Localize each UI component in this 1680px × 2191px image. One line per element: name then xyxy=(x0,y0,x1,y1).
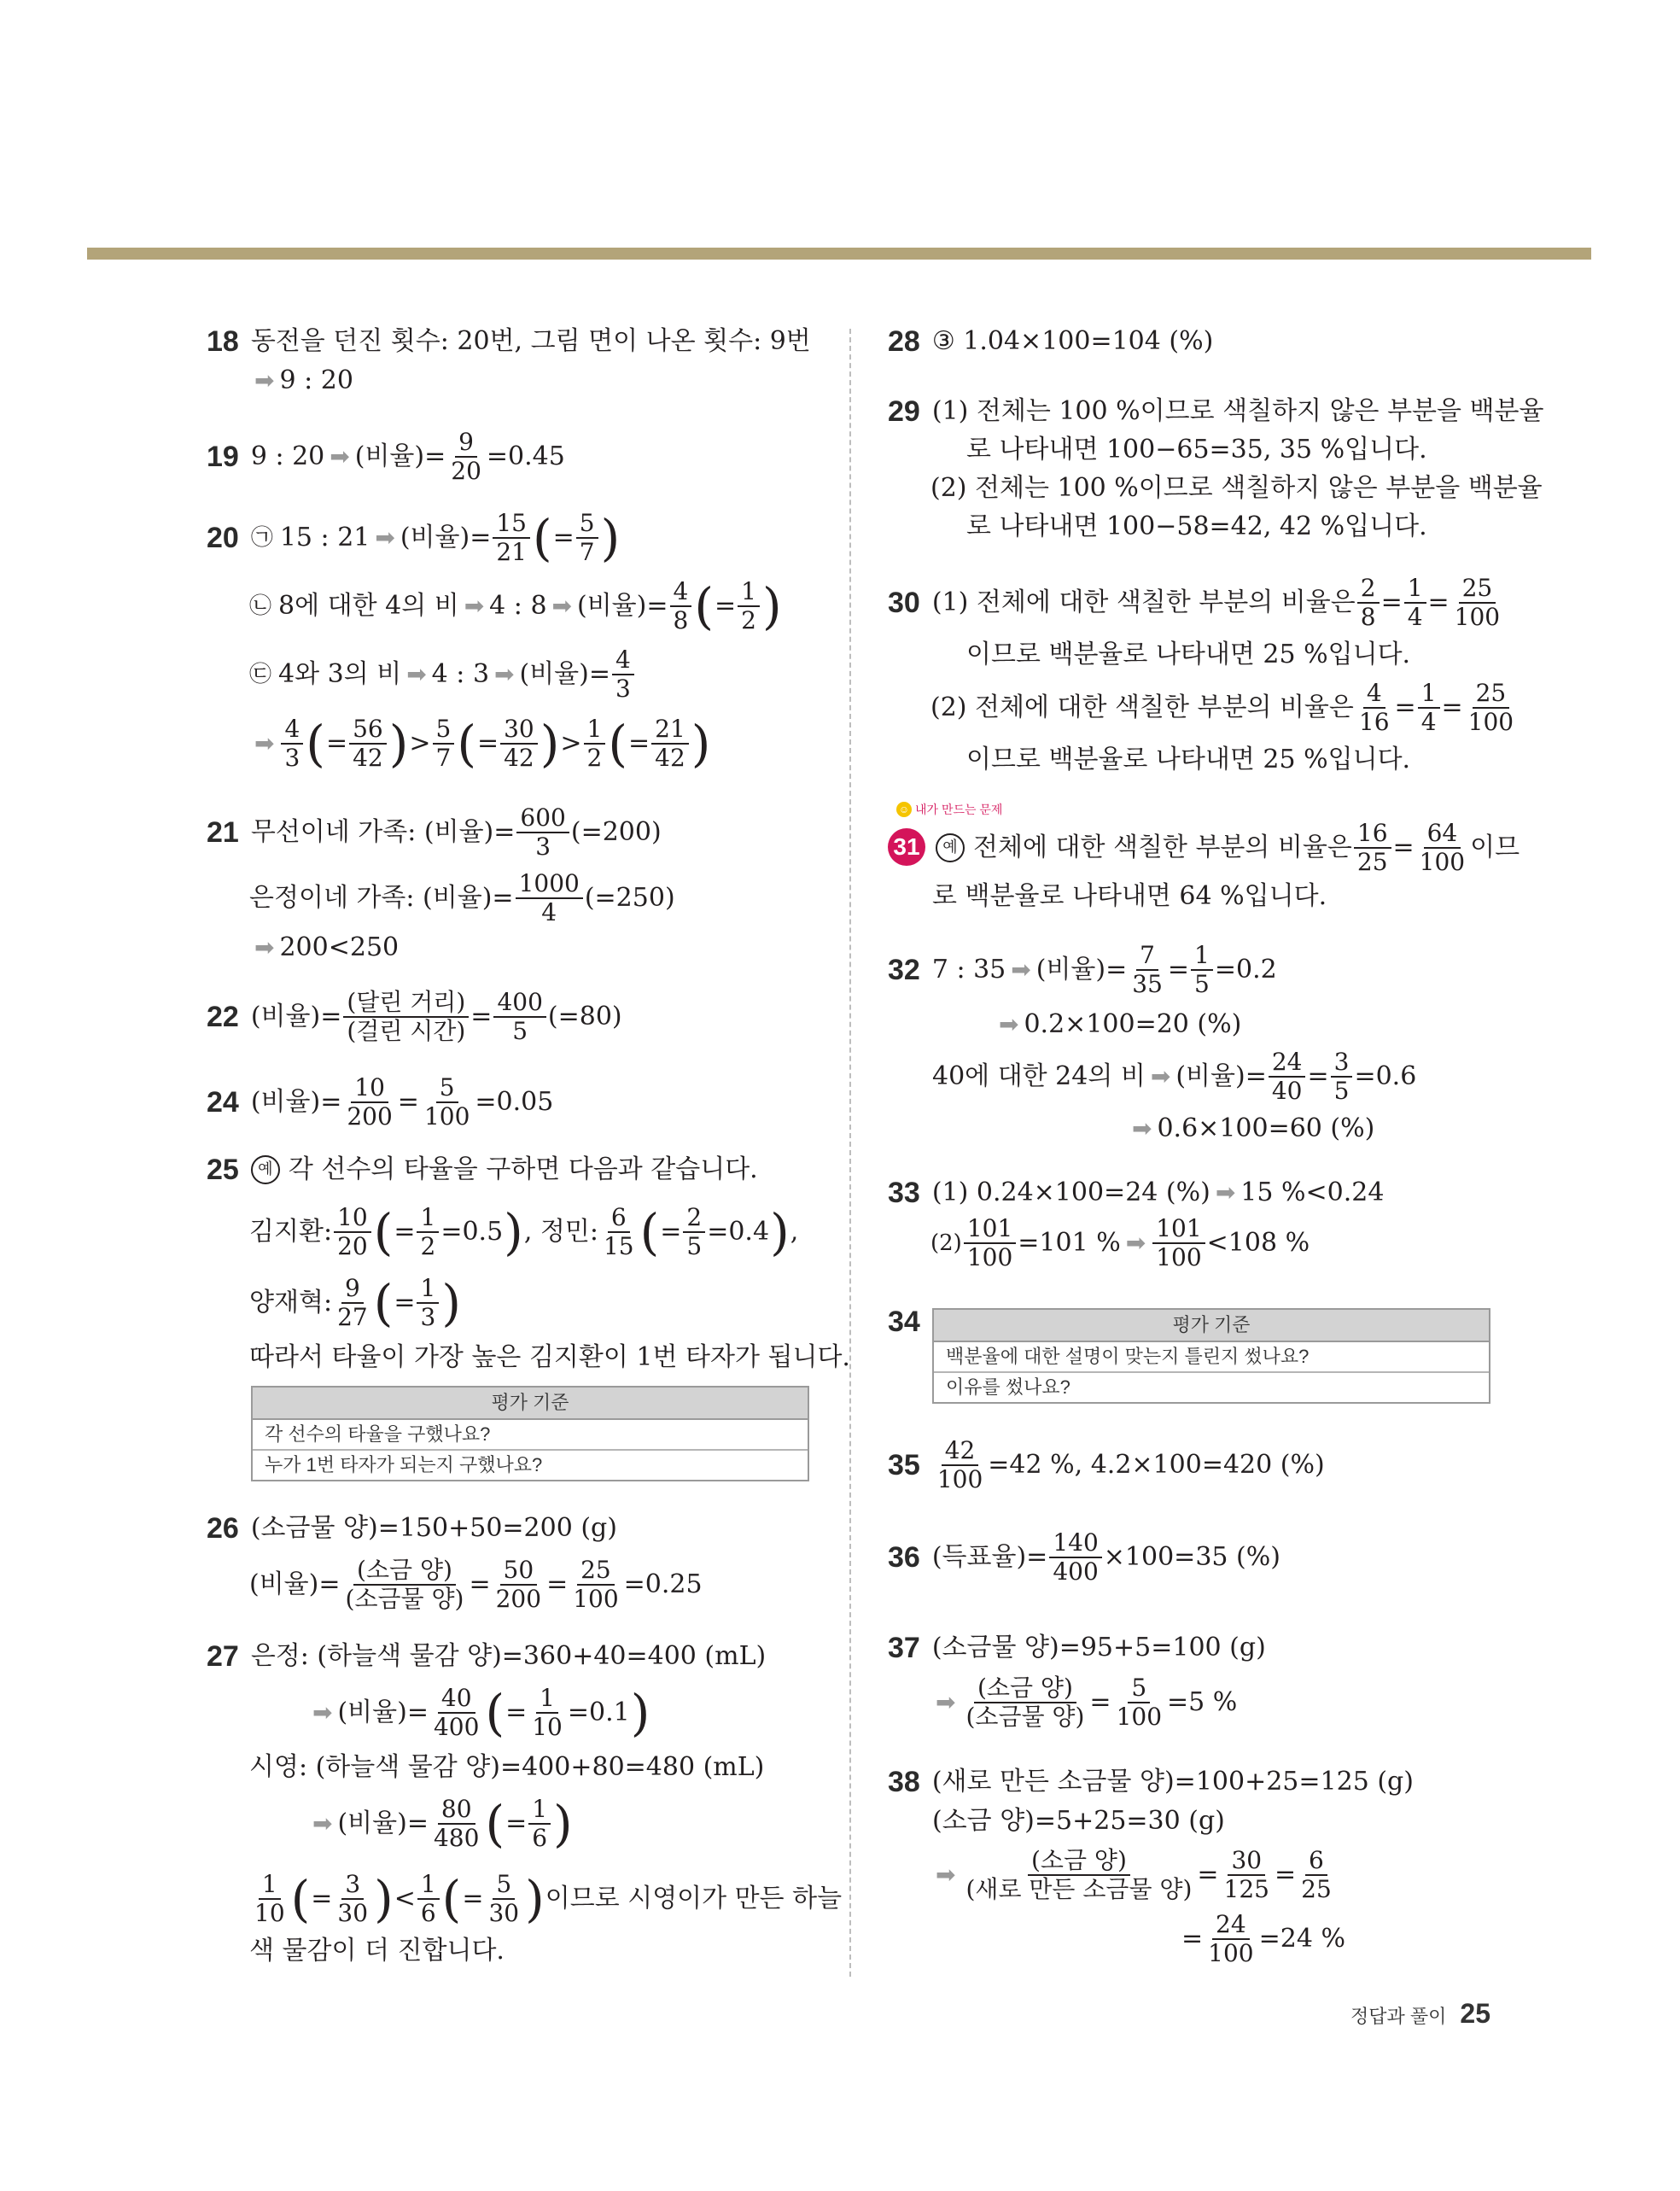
fraction: $\frac{1}{2}$ xyxy=(738,578,760,634)
fraction: $\frac{1000}{4}$ xyxy=(516,870,583,926)
problem-34 xyxy=(888,1305,920,1339)
problem-32-d xyxy=(1127,1112,1374,1146)
problem-33-a xyxy=(888,1176,1384,1210)
answer-text: (비율)= xyxy=(400,523,492,552)
answer-text: 이므로 백분율로 나타내면 25 %입니다. xyxy=(966,745,1411,774)
answer-text: ③ 1.04×100=104 (%) xyxy=(931,326,1214,356)
fraction: $\frac{10}{200}$ xyxy=(347,1073,393,1131)
fraction: $\frac{6}{15}$ xyxy=(603,1203,634,1260)
arrow-icon: ➡ xyxy=(1132,1114,1152,1142)
answer-text: 40에 대한 24의 비 xyxy=(932,1061,1146,1091)
fraction: $\frac{7}{35}$ xyxy=(1132,941,1163,998)
fraction: $\frac{5}{100}$ xyxy=(423,1073,470,1131)
problem-25-yang: 양재혁: $\frac{9}{27}$ ( = $\frac{1}{3}$ ) xyxy=(249,1274,461,1332)
arrow-icon: ➡ xyxy=(1150,1062,1171,1090)
problem-20-compare: ➡ $\frac{4}{3}$ ( = $\frac{56}{42}$ ) > $\frac{5}{7}$ ( = $\frac{30}{42}$ ) > $\frac{1}{2}$ ( = $\frac{21}{42}$ ) xyxy=(254,715,711,773)
answer-text: (소금물 양)=150+50=200 (g) xyxy=(250,1513,617,1543)
problem-number: 19 xyxy=(207,441,239,473)
header-rule xyxy=(87,248,1591,260)
fraction: $\frac{101}{100}$ xyxy=(1152,1215,1205,1271)
column-divider xyxy=(849,329,851,1977)
problem-29-a xyxy=(888,394,1543,429)
problem-number: 37 xyxy=(888,1632,920,1664)
arrow-icon: ➡ xyxy=(464,592,485,620)
problem-38-a xyxy=(888,1765,1414,1799)
arrow-icon: ➡ xyxy=(312,1809,333,1838)
answer-text: (1) 전체는 100 %이므로 색칠하지 않은 부분을 백분율 xyxy=(931,396,1544,426)
problem-30-b xyxy=(966,638,1410,672)
fraction: $\frac{50}{200}$ xyxy=(495,1556,542,1613)
answer-text: 각 선수의 타율을 구하면 다음과 같습니다. xyxy=(288,1154,758,1184)
answer-text: =0.4 xyxy=(707,1217,770,1247)
problem-32-b xyxy=(994,1008,1241,1042)
answer-text: (비율)= xyxy=(1035,955,1128,984)
fraction: $\frac{1}{4}$ xyxy=(1418,680,1440,736)
problem-25-conclusion xyxy=(249,1341,850,1375)
item-marker: ㉢ xyxy=(249,662,272,687)
answer-text: 로 백분율로 나타내면 64 %입니다. xyxy=(932,881,1327,911)
fraction: $\frac{1}{10}$ xyxy=(532,1684,563,1741)
answer-text: 7 : 35 xyxy=(931,955,1006,984)
problem-18 xyxy=(207,324,811,359)
fraction: $\frac{64}{100}$ xyxy=(1419,819,1466,876)
fraction: $\frac{101}{100}$ xyxy=(964,1215,1016,1271)
fraction: $\frac{21}{42}$ xyxy=(651,716,689,772)
fraction: $\frac{25}{100}$ xyxy=(573,1556,619,1613)
answer-text: =0.1 xyxy=(567,1697,630,1727)
fraction: $\frac{40}{400}$ xyxy=(433,1684,480,1741)
fraction: $\frac{30}{42}$ xyxy=(500,716,538,772)
problem-38-d: = $\frac{24}{100}$ =24 % xyxy=(1181,1910,1345,1967)
arrow-icon: ➡ xyxy=(936,1861,956,1889)
answer-text: (2) 전체에 대한 색칠한 부분의 비율은 xyxy=(930,692,1354,722)
problem-20-b: ㉡ 8에 대한 4의 비 ➡ 4 : 8 ➡ (비율)= $\frac{4}{8}$ ( = $\frac{1}{2}$ ) xyxy=(249,577,782,635)
table-row: 각 선수의 타율을 구했나요? xyxy=(253,1420,808,1451)
answer-text: (2) 전체는 100 %이므로 색칠하지 않은 부분을 백분율 xyxy=(930,473,1543,503)
fraction: $\frac{1}{6}$ xyxy=(528,1796,551,1852)
problem-29-d xyxy=(966,510,1427,544)
problem-27-e: $\frac{1}{10}$ ( = $\frac{3}{30}$ ) < $\frac{1}{6}$ ( = $\frac{5}{30}$ ) 이므로 시영이가 만든 하늘 xyxy=(249,1868,842,1930)
fraction: $\frac{5}{7}$ xyxy=(433,716,455,772)
arrow-icon: ➡ xyxy=(254,366,275,394)
fraction: $\frac{3}{30}$ xyxy=(337,1870,369,1927)
problem-24: 24 (비율)= $\frac{10}{200}$ = $\frac{5}{100}$ =0.05 xyxy=(207,1073,554,1131)
problem-29-c xyxy=(930,471,1543,505)
answer-text: 동전을 던진 횟수: 20번, 그림 면이 나온 횟수: 9번 xyxy=(250,326,811,356)
answer-text: (득표율)= xyxy=(931,1542,1048,1572)
problem-32-a: 32 7 : 35 ➡ (비율)= $\frac{7}{35}$ = $\frac{1}{5}$ =0.2 xyxy=(888,941,1277,998)
answer-text: 은정이네 가족: (비율)= xyxy=(249,883,514,913)
problem-19 xyxy=(207,427,565,487)
problem-37-a xyxy=(888,1631,1266,1665)
answer-text: (비율)= xyxy=(249,1569,341,1599)
table-row: 이유를 썼나요? xyxy=(946,1376,1070,1398)
answer-text: 0.2×100=20 (%) xyxy=(1024,1009,1242,1039)
fraction: $\frac{\text{(소금 양)}}{\text{(소금물 양)}}$ xyxy=(345,1556,464,1613)
footer-label: 정답과 풀이 xyxy=(1350,2006,1447,2027)
answer-text: 4 : 8 xyxy=(489,591,547,621)
problem-21-b xyxy=(249,868,675,928)
answer-text: =24 % xyxy=(1258,1924,1345,1954)
fraction: $\frac{5}{100}$ xyxy=(1116,1674,1163,1731)
fraction: $\frac{5}{30}$ xyxy=(488,1870,520,1927)
fraction: $\frac{2}{8}$ xyxy=(1357,575,1380,631)
problem-32-c: 40에 대한 24의 비 ➡ (비율)= $\frac{24}{40}$ = $\frac{3}{5}$ =0.6 xyxy=(932,1048,1417,1105)
table-header: 평가 기준 xyxy=(934,1310,1489,1342)
problem-20-a: 20 ㉠ 15 : 21 ➡ (비율)= $\frac{15}{21}$ ( = $\frac{5}{7}$ ) xyxy=(207,509,621,567)
arrow-icon: ➡ xyxy=(254,933,275,961)
problem-number: 34 xyxy=(888,1306,920,1338)
fraction: $\frac{25}{100}$ xyxy=(1454,574,1501,631)
fraction: $\frac{140}{400}$ xyxy=(1049,1529,1101,1586)
answer-text: (=200) xyxy=(570,817,662,847)
answer-text: 15 : 21 xyxy=(279,523,370,552)
answer-text: 4와 3의 비 xyxy=(278,659,402,689)
arrow-icon: ➡ xyxy=(254,729,275,757)
problem-30-a: 30 (1) 전체에 대한 색칠한 부분의 비율은 $\frac{2}{8}$ = $\frac{1}{4}$ = $\frac{25}{100}$ xyxy=(888,572,1505,634)
answer-text: (비율)= xyxy=(1175,1061,1267,1091)
problem-27-f xyxy=(249,1934,505,1968)
problem-35 xyxy=(888,1434,1325,1496)
answer-text: (비율)= xyxy=(577,591,668,621)
problem-18-result xyxy=(249,364,353,398)
answer-text: 양재혁: xyxy=(249,1288,333,1318)
problem-26-b: (비율)= $\frac{\text{(소금 양)}}{\text{(소금물 양)}}$ = $\frac{50}{200}$ = $\frac{25}{100}$ =0.25 xyxy=(249,1556,703,1613)
fraction: $\frac{6}{25}$ xyxy=(1301,1846,1332,1903)
answer-text: (비율)= xyxy=(354,441,446,471)
arrow-icon: ➡ xyxy=(330,442,350,470)
answer-text: =0.2 xyxy=(1214,955,1277,984)
answer-text: (비율)= xyxy=(519,659,611,689)
answer-text: 4 : 3 xyxy=(431,659,490,689)
problem-number: 35 xyxy=(888,1449,920,1481)
my-problem-label xyxy=(896,801,1002,818)
answer-text: (=250) xyxy=(584,883,675,913)
problem-number: 36 xyxy=(888,1541,920,1574)
answer-text: 15 %<0.24 xyxy=(1240,1177,1385,1207)
answer-text: (2) xyxy=(930,1230,962,1256)
answer-text: (1) 전체에 대한 색칠한 부분의 비율은 xyxy=(931,587,1356,617)
fraction: $\frac{56}{42}$ xyxy=(349,716,387,772)
problem-number: 29 xyxy=(888,395,920,428)
fraction: $\frac{4}{8}$ xyxy=(670,578,692,634)
problem-21-c xyxy=(249,931,399,965)
problem-38-c: ➡ $\frac{\text{(소금 양)}}{\text{(새로 만든 소금물 양)}}$ = $\frac{30}{125}$ = $\frac{6}{25}$ xyxy=(930,1844,1337,1906)
problem-36 xyxy=(888,1527,1280,1588)
fraction: $\frac{400}{5}$ xyxy=(493,989,545,1045)
answer-text: 로 나타내면 100−58=42, 42 %입니다. xyxy=(966,511,1427,541)
arrow-icon: ➡ xyxy=(1125,1229,1146,1257)
fraction: $\frac{4}{3}$ xyxy=(612,646,634,703)
problem-38-b xyxy=(932,1804,1225,1838)
fraction: $\frac{9}{20}$ xyxy=(451,428,481,485)
label-text: 내가 만드는 문제 xyxy=(915,803,1003,816)
fraction: $\frac{1}{3}$ xyxy=(417,1275,439,1331)
fraction: $\frac{\text{(소금 양)}}{\text{(소금물 양)}}$ xyxy=(965,1674,1085,1731)
arrow-icon: ➡ xyxy=(936,1688,956,1716)
page-number: 25 xyxy=(1460,1998,1490,2029)
answer-text: 은정: (하늘색 물감 양)=360+40=400 (mL) xyxy=(250,1641,767,1671)
arrow-icon: ➡ xyxy=(406,660,427,688)
problem-30-d xyxy=(966,743,1410,777)
fraction: $\frac{4}{16}$ xyxy=(1358,679,1390,736)
fraction: $\frac{24}{100}$ xyxy=(1208,1910,1254,1967)
table-row: 누가 1번 타자가 되는지 구했나요? xyxy=(265,1454,543,1475)
answer-text: 이므 xyxy=(1470,833,1520,862)
problem-number: 25 xyxy=(207,1154,239,1186)
problem-number: 22 xyxy=(207,1001,239,1033)
fraction: $\frac{42}{100}$ xyxy=(936,1436,983,1493)
problem-number: 38 xyxy=(888,1766,920,1798)
fraction: $\frac{5}{7}$ xyxy=(576,510,598,566)
problem-20-c xyxy=(249,645,636,704)
problem-number: 24 xyxy=(207,1086,239,1119)
answer-text: (소금 양)=5+25=30 (g) xyxy=(932,1806,1225,1836)
fraction: $\frac{4}{3}$ xyxy=(281,716,303,772)
table-row: 백분율에 대한 설명이 맞는지 틀린지 썼나요? xyxy=(934,1342,1489,1373)
problem-22: 22 (비율)= $\frac{\text{(달린 거리)}}{\text{(걸린 시간)}}$ = $\frac{400}{5}$ (=80) xyxy=(207,988,622,1045)
fraction: $\frac{15}{21}$ xyxy=(493,510,530,566)
problem-33-b xyxy=(930,1212,1310,1274)
answer-text: 9 : 20 xyxy=(250,441,325,471)
answer-text: (1) 0.24×100=24 (%) xyxy=(931,1177,1210,1207)
problem-26-a xyxy=(207,1511,617,1545)
answer-text: =101 % xyxy=(1018,1228,1121,1258)
answer-text: 8에 대한 4의 비 xyxy=(278,591,459,621)
answer-text: 색 물감이 더 진합니다. xyxy=(249,1936,505,1966)
answer-text: =5 % xyxy=(1167,1687,1238,1717)
answer-text: =0.05 xyxy=(475,1087,554,1117)
answer-text: =0.5 xyxy=(440,1217,504,1247)
answer-text: (비율)= xyxy=(250,1002,342,1031)
arrow-icon: ➡ xyxy=(375,523,395,552)
answer-text: 무선이네 가족: (비율)= xyxy=(250,817,516,847)
problem-number: 18 xyxy=(207,325,239,358)
page-footer xyxy=(1350,1998,1490,2030)
problem-number: 27 xyxy=(207,1640,239,1673)
answer-text: 전체에 대한 색칠한 부분의 비율은 xyxy=(973,833,1352,862)
example-marker: 예 xyxy=(936,833,965,862)
answer-text: ×100=35 (%) xyxy=(1103,1542,1280,1572)
problem-27-b: ➡ (비율)= $\frac{40}{400}$ ( = $\frac{1}{10}$ =0.1 ) xyxy=(312,1684,650,1742)
answer-text: (비율)= xyxy=(337,1697,429,1727)
answer-text: (=80) xyxy=(547,1002,622,1031)
item-marker: ㉠ xyxy=(250,525,273,551)
answer-text: =42 %, 4.2×100=420 (%) xyxy=(988,1450,1325,1480)
answer-text: (소금물 양)=95+5=100 (g) xyxy=(931,1633,1266,1662)
problem-29-b xyxy=(966,433,1427,467)
fraction: $\frac{3}{5}$ xyxy=(1331,1049,1353,1105)
fraction: $\frac{80}{480}$ xyxy=(433,1795,480,1852)
problem-number: 32 xyxy=(888,954,920,986)
problem-27-a xyxy=(207,1639,766,1674)
answer-text: (비율)= xyxy=(337,1808,429,1838)
answer-text: 0.6×100=60 (%) xyxy=(1157,1113,1375,1143)
problem-number: 28 xyxy=(888,325,920,358)
problem-number: 20 xyxy=(207,522,239,554)
problem-28 xyxy=(888,324,1213,359)
problem-25-kim: 김지환: $\frac{10}{20}$ ( = $\frac{1}{2}$ =0.5 ) , 정민: $\frac{6}{15}$ ( = $\frac{2}{5}$ =0.4 ) , xyxy=(249,1203,799,1261)
fraction: $\frac{1}{4}$ xyxy=(1404,575,1426,631)
fraction: $\frac{9}{27}$ xyxy=(337,1274,368,1331)
fraction: $\frac{24}{40}$ xyxy=(1269,1049,1306,1105)
answer-text: 이므로 시영이가 만든 하늘 xyxy=(545,1884,843,1913)
answer-text: 9 : 20 xyxy=(279,365,353,395)
answer-text: 로 나타내면 100−65=35, 35 %입니다. xyxy=(966,435,1427,464)
problem-31-b xyxy=(932,879,1327,914)
fraction: $\frac{16}{25}$ xyxy=(1354,820,1391,876)
answer-text: =0.6 xyxy=(1354,1061,1417,1091)
answer-text: 200<250 xyxy=(279,932,400,962)
fraction: $\frac{1}{10}$ xyxy=(254,1870,285,1927)
example-marker: 예 xyxy=(251,1155,280,1184)
problem-25-intro xyxy=(207,1153,758,1187)
problem-number: 26 xyxy=(207,1512,239,1545)
problem-number: 21 xyxy=(207,816,239,849)
answer-text: , 정민: xyxy=(523,1217,598,1247)
fraction: $\frac{600}{3}$ xyxy=(516,804,569,861)
problem-30-c: (2) 전체에 대한 색칠한 부분의 비율은 $\frac{4}{16}$ = $\frac{1}{4}$ = $\frac{25}{100}$ xyxy=(930,677,1519,739)
arrow-icon: ➡ xyxy=(1215,1178,1236,1207)
arrow-icon: ➡ xyxy=(551,592,572,620)
fraction: $\frac{2}{5}$ xyxy=(683,1204,705,1260)
answer-text: =0.45 xyxy=(486,441,565,471)
fraction: $\frac{30}{125}$ xyxy=(1223,1846,1269,1903)
evaluation-table-25 xyxy=(251,1386,809,1481)
problem-27-c xyxy=(249,1750,764,1785)
fraction: $\frac{25}{100}$ xyxy=(1467,679,1514,736)
table-header: 평가 기준 xyxy=(253,1388,808,1420)
fraction: $\frac{1}{5}$ xyxy=(1191,942,1213,998)
answer-text: 따라서 타율이 가장 높은 김지환이 1번 타자가 됩니다. xyxy=(249,1342,850,1372)
arrow-icon: ➡ xyxy=(999,1010,1019,1038)
answer-text: (새로 만든 소금물 양)=100+25=125 (g) xyxy=(931,1767,1414,1797)
problem-number: 33 xyxy=(888,1177,920,1209)
arrow-icon: ➡ xyxy=(312,1698,333,1727)
fraction: $\frac{\text{(소금 양)}}{\text{(새로 만든 소금물 양)}}$ xyxy=(965,1846,1193,1903)
smile-icon: ☺ xyxy=(896,802,912,817)
answer-text: =0.25 xyxy=(623,1569,703,1599)
evaluation-table-34 xyxy=(932,1308,1490,1404)
problem-number: 30 xyxy=(888,587,920,619)
answer-text: 김지환: xyxy=(249,1217,333,1247)
problem-27-d: ➡ (비율)= $\frac{80}{480}$ ( = $\frac{1}{6}$ ) xyxy=(312,1795,573,1853)
fraction: $\frac{\text{(달린 거리)}}{\text{(걸린 시간)}}$ xyxy=(343,989,469,1045)
answer-text: 이므로 백분율로 나타내면 25 %입니다. xyxy=(966,640,1411,669)
item-marker: ㉡ xyxy=(249,593,272,619)
problem-number-badge: 31 xyxy=(888,828,925,866)
problem-31-a: 예 전체에 대한 색칠한 부분의 비율은 $\frac{16}{25}$ = $\frac{64}{100}$ 이므 xyxy=(936,818,1520,878)
fraction: $\frac{1}{6}$ xyxy=(417,1871,440,1927)
fraction: $\frac{1}{2}$ xyxy=(417,1204,439,1260)
arrow-icon: ➡ xyxy=(1011,955,1031,984)
problem-21-a xyxy=(207,803,662,862)
answer-text: 시영: (하늘색 물감 양)=400+80=480 (mL) xyxy=(249,1752,765,1782)
fraction: $\frac{1}{2}$ xyxy=(584,716,606,772)
problem-37-b: ➡ $\frac{\text{(소금 양)}}{\text{(소금물 양)}}$ = $\frac{5}{100}$ =5 % xyxy=(936,1674,1238,1731)
arrow-icon: ➡ xyxy=(494,660,515,688)
answer-text: <108 % xyxy=(1206,1228,1310,1258)
answer-text: (비율)= xyxy=(250,1087,342,1117)
fraction: $\frac{10}{20}$ xyxy=(334,1204,371,1260)
